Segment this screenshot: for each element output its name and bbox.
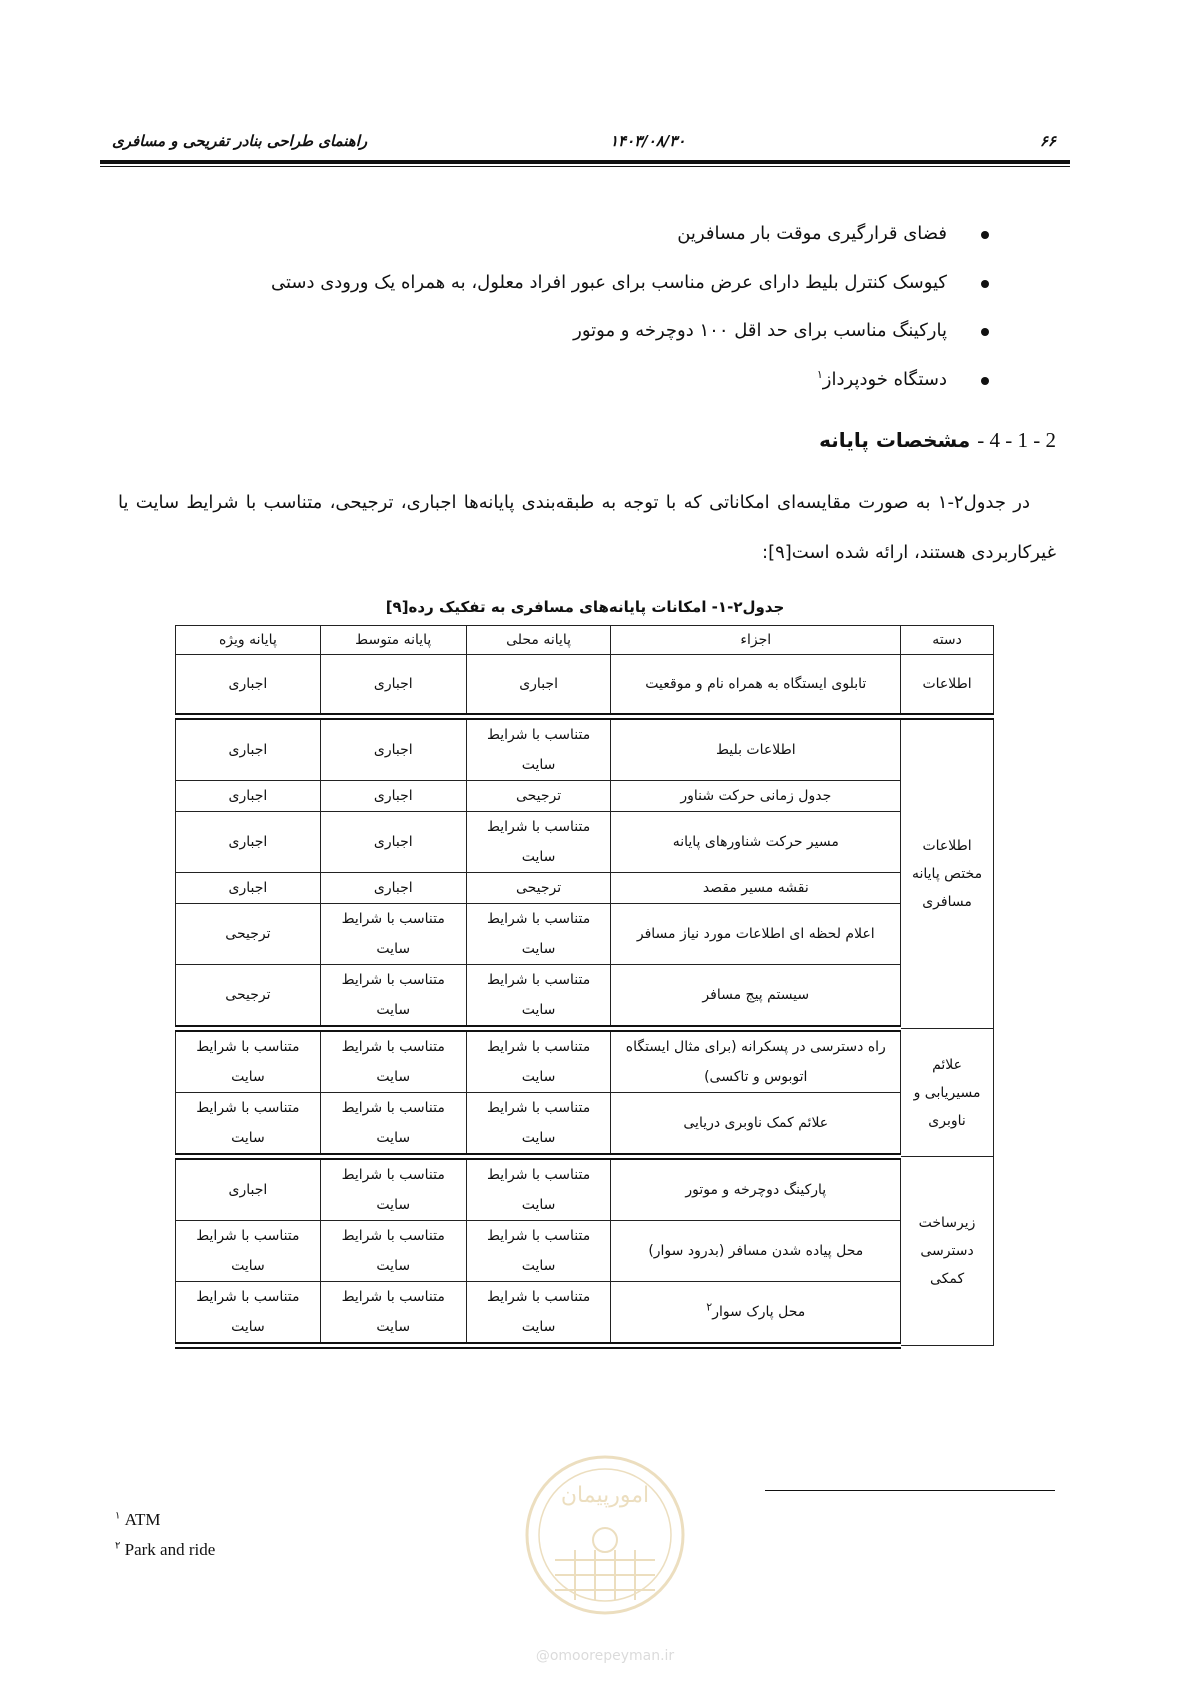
requirement-cell [466,1029,611,1093]
watermark-text: @omoorepeyman.ir [535,1648,675,1664]
table-row [176,781,994,812]
watermark-logo-text: امورپیمان [560,1483,650,1508]
column-header: اجزاء [611,626,901,655]
cell-text: متناسب با شرایط سایت [341,1039,445,1085]
list-item [189,218,989,267]
requirement-cell [176,781,321,812]
table-row [176,1221,994,1282]
footnotes [115,1505,215,1565]
cell-text: اجباری [373,880,413,896]
watermark-logo [515,1450,695,1670]
component-cell [611,717,901,781]
requirement-cell [320,873,466,904]
cell-text: جدول زمانی حرکت شناور [680,788,832,804]
facilities-table [175,625,994,1349]
table-caption: جدول۲-۱- امکانات پایانه‌های مسافری به تفکیک رده[۹] [385,598,785,616]
component-cell [611,1282,901,1346]
section-title: مشخصات پایانه [819,428,971,452]
column-header: پایانه محلی [466,626,611,655]
table-row [176,1093,994,1157]
requirement-cell [176,1157,321,1221]
cell-text: اجباری [373,834,413,850]
bullet-icon [981,377,989,385]
cell-text: اجباری [228,880,268,896]
list-item-text: کیوسک کنترل بلیط دارای عرض مناسب برای عبور افراد معلول، به همراه یک ورودی دستی [270,271,947,293]
body-paragraph: در جدول۲-۱ به صورت مقایسه‌ای امکاناتی که با توجه به طبقه‌بندی پایانه‌ها اجباری، ترجیحی، متناسب با شرایط سایت یا غیرکاربردی هستند، ارائه شده است[۹]: [118,492,1056,563]
requirement-cell [176,717,321,781]
component-cell [611,1221,901,1282]
cell-text: متناسب با شرایط سایت [486,911,591,957]
list-item-text: دستگاه خودپرداز [822,368,947,390]
table-header-row [176,626,994,655]
component-cell [611,1157,901,1221]
requirement-cell [320,965,466,1029]
cell-text: متناسب با شرایط سایت [486,1039,591,1085]
requirement-cell [466,904,611,965]
cell-text: متناسب با شرایط سایت [486,1228,591,1274]
component-cell [611,1029,901,1093]
cell-text: اجباری [373,788,413,804]
cell-text: محل پیاده شدن مسافر (بدرود سوار) [648,1243,864,1259]
footnote [115,1535,215,1565]
requirement-cell [176,1093,321,1157]
requirement-cell [176,1029,321,1093]
cell-text: متناسب با شرایط سایت [196,1039,300,1085]
cell-text: ترجیحی [225,987,271,1003]
list-item [189,364,989,413]
cell-text: راه دسترسی در پسکرانه (برای مثال ایستگاه اتوبوس و تاکسی) [625,1039,886,1085]
cell-text: اجباری [228,676,268,692]
list-item [189,267,989,316]
cell-text: اطلاعات بلیط [715,742,796,758]
cell-text: متناسب با شرایط سایت [486,727,591,773]
component-cell [611,781,901,812]
requirement-cell [176,1221,321,1282]
footnote-ref[interactable]: ۱ [816,367,823,381]
requirement-cell [466,717,611,781]
section-number: 2 - 1 - 4 - [977,428,1056,452]
table-row [176,812,994,873]
requirement-cell [176,1282,321,1346]
cell-text: اجباری [228,788,268,804]
cell-text: اجباری [228,834,268,850]
cell-text: پارکینگ دوچرخه و موتور [685,1182,827,1198]
cell-text: متناسب با شرایط سایت [341,1228,445,1274]
cell-text: متناسب با شرایط سایت [341,972,445,1018]
requirement-cell [466,965,611,1029]
requirement-cell [466,781,611,812]
table-row [176,965,994,1029]
bullet-icon [981,328,989,336]
cell-text: متناسب با شرایط سایت [486,1100,591,1146]
requirement-cell [320,812,466,873]
requirement-cell [320,781,466,812]
page-number: ۶۶ [1039,132,1056,150]
footnote-rule [765,1490,1055,1491]
footnote-ref[interactable]: ۲ [706,1300,713,1314]
header-rule-thin [100,166,1070,167]
footnote [115,1505,215,1535]
requirement-cell [176,812,321,873]
requirement-cell [320,1221,466,1282]
requirement-cell [320,1157,466,1221]
cell-text: متناسب با شرایط سایت [196,1100,300,1146]
footnote-mark: ۱ [115,1510,121,1522]
cell-text: متناسب با شرایط سایت [196,1289,300,1335]
cell-text: متناسب با شرایط سایت [341,911,445,957]
table-row [176,1157,994,1221]
requirement-cell [320,655,466,717]
category-cell: زیرساخت دسترسی کمکی [901,1157,994,1346]
cell-text: متناسب با شرایط سایت [486,1167,591,1213]
category-cell: علائم مسیریابی و ناوبری [901,1029,994,1157]
requirement-cell [176,965,321,1029]
component-cell [611,965,901,1029]
cell-text: متناسب با شرایط سایت [341,1289,445,1335]
cell-text: سیستم پیج مسافر [702,987,810,1003]
column-header: دسته [901,626,994,655]
category-cell: اطلاعات مختص پایانه مسافری [901,717,994,1029]
cell-text: متناسب با شرایط سایت [486,819,591,865]
requirement-cell [176,904,321,965]
cell-text: متناسب با شرایط سایت [341,1100,445,1146]
cell-text: اجباری [373,742,413,758]
component-cell [611,904,901,965]
cell-text: ترجیحی [515,788,562,804]
requirement-cell [466,812,611,873]
cell-text: متناسب با شرایط سایت [486,972,591,1018]
requirement-cell [466,873,611,904]
requirement-cell [320,1093,466,1157]
footnote-mark: ۲ [115,1540,121,1552]
column-header: پایانه ویژه [176,626,321,655]
bullet-icon [981,280,989,288]
table-row [176,1029,994,1093]
table-row [176,1282,994,1346]
cell-text: ترجیحی [225,926,271,942]
requirement-cell [320,717,466,781]
bullet-icon [981,231,989,239]
requirement-cell [320,1282,466,1346]
requirement-cell [466,1157,611,1221]
cell-text: مسیر حرکت شناورهای پایانه [672,834,839,850]
cell-text: علائم کمک ناوبری دریایی [683,1115,829,1131]
list-item-text: فضای قرارگیری موقت بار مسافرین [677,223,947,244]
table-row [176,904,994,965]
component-cell [611,655,901,717]
section-heading [819,428,1056,453]
requirement-cell [466,655,611,717]
header-date: ۱۴۰۳/۰۸/۳۰ [610,132,686,150]
table-row [176,717,994,781]
cell-text: اجباری [519,676,558,692]
cell-text: نقشه مسیر مقصد [702,880,809,896]
table-row [176,873,994,904]
requirement-cell [320,1029,466,1093]
requirement-cell [466,1093,611,1157]
cell-text: متناسب با شرایط سایت [196,1228,300,1274]
bullet-list [189,218,989,412]
component-cell [611,1093,901,1157]
cell-text: محل پارک سوار [712,1304,806,1320]
requirement-cell [320,904,466,965]
page-header [100,128,1070,158]
cell-text: متناسب با شرایط سایت [486,1289,591,1335]
component-cell [611,873,901,904]
list-item-text: پارکینگ مناسب برای حد اقل ۱۰۰ دوچرخه و موتور [573,320,947,341]
cell-text: متناسب با شرایط سایت [341,1167,445,1213]
footnote-text: ATM [124,1510,161,1529]
book-title: راهنمای طراحی بنادر تفریحی و مسافری [112,132,368,150]
requirement-cell [176,655,321,717]
header-rule-thick [100,160,1070,164]
cell-text: اجباری [373,676,413,692]
footnote-text: Park and ride [124,1540,216,1559]
list-item [189,315,989,364]
cell-text: اجباری [228,1182,268,1198]
column-header: پایانه متوسط [320,626,466,655]
requirement-cell [466,1282,611,1346]
cell-text: ترجیحی [515,880,562,896]
component-cell [611,812,901,873]
cell-text: اعلام لحظه ای اطلاعات مورد نیاز مسافر [636,926,875,942]
requirement-cell [466,1221,611,1282]
category-cell: اطلاعات [901,655,994,717]
requirement-cell [176,873,321,904]
cell-text: اجباری [228,742,268,758]
table-row [176,655,994,717]
cell-text: تابلوی ایستگاه به همراه نام و موقعیت [645,676,867,692]
